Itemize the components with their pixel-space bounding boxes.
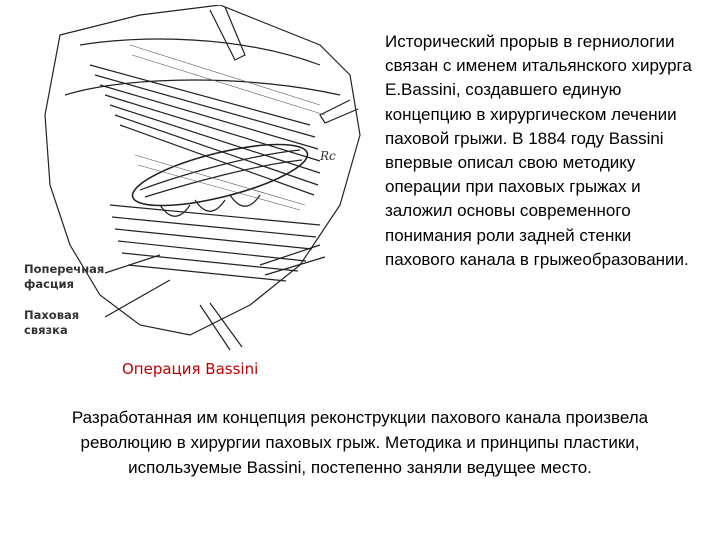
label-inguinal-ligament: Паховая связка — [24, 308, 80, 337]
label-transversalis-fascia: Поперечная фасция — [24, 262, 105, 291]
bassini-operation-illustration — [20, 5, 380, 355]
figure-caption: Операция Bassini — [122, 360, 259, 378]
bottom-paragraph: Разработанная им концепция реконструкции пахового канала произвела революцию в хирургии паховых грыж. Методика и принципы пластики, используемые Bassini, постепенно заняли ведущее место. — [71, 408, 649, 477]
illustrator-signature: Rc — [320, 149, 336, 163]
side-paragraph: Исторический прорыв в герниологии связан с именем итальянского хирурга E.Bassini, создавшего единую концепцию в хирургическом лечении паховой грыжи. В 1884 году Bassini впервые описал свою методику операции при паховых грыжах и заложил основы современного понимания роли задней стенки пахового канала в грыжеобразовании. — [385, 32, 692, 269]
